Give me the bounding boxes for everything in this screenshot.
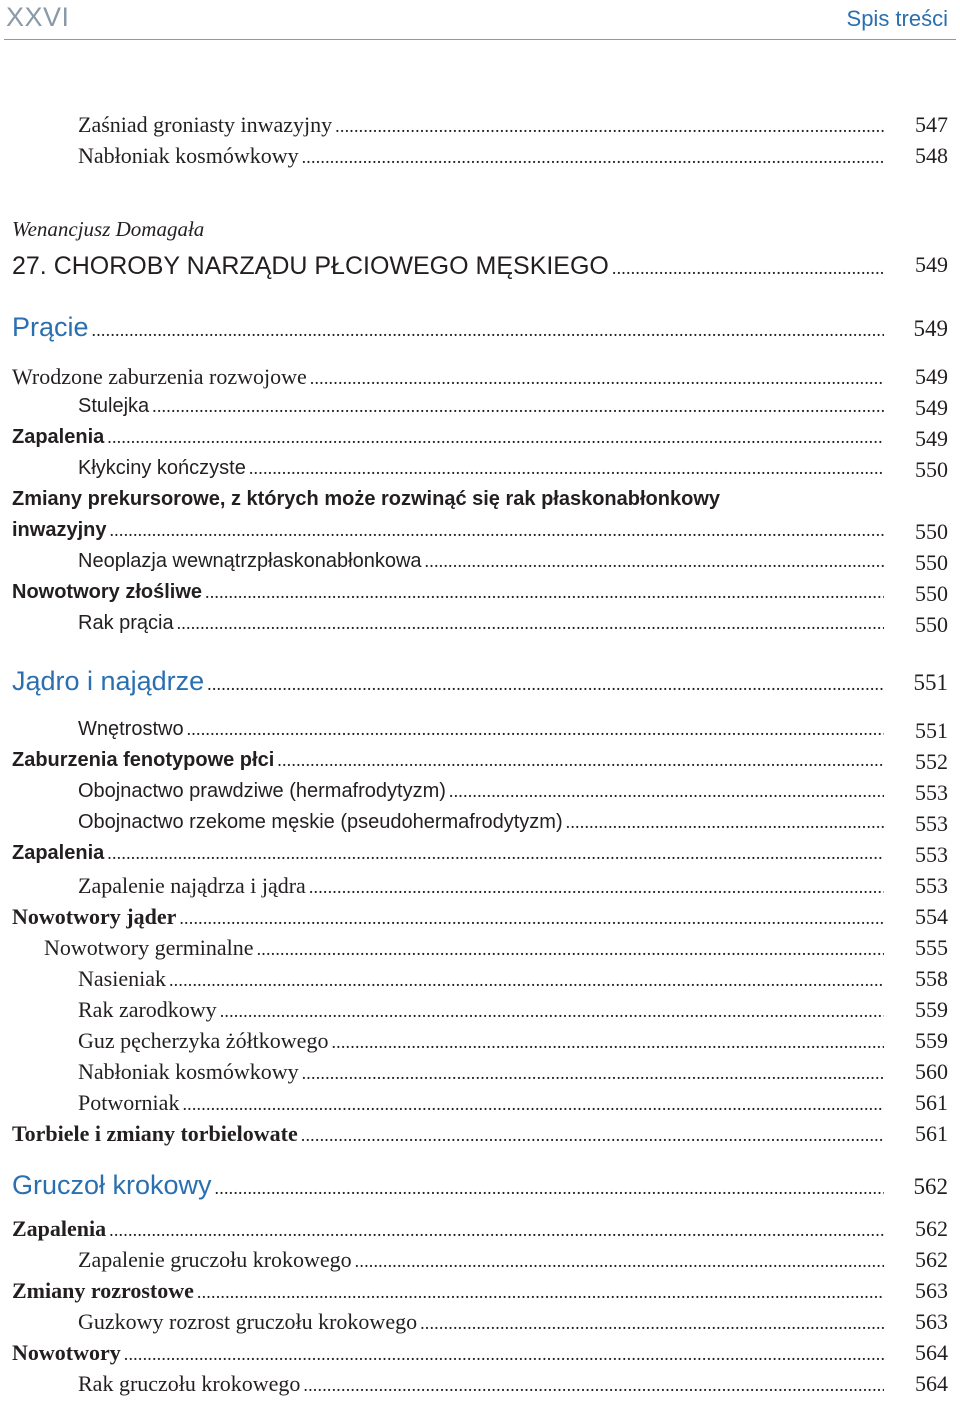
dot-leader — [422, 551, 884, 572]
toc-entry[interactable] — [0, 364, 960, 394]
toc-entry[interactable] — [0, 519, 960, 549]
toc-entry-title: Zmiany rozrostowe — [12, 1278, 194, 1303]
toc-entry-title: Zapalenia — [12, 426, 105, 448]
toc-page-number: 562 — [913, 1174, 948, 1199]
toc-entry[interactable] — [0, 550, 960, 580]
toc-entry[interactable] — [0, 581, 960, 611]
toc-page-number: 562 — [915, 1247, 948, 1272]
running-head: Spis treści — [846, 6, 948, 31]
toc-page-number: 555 — [915, 935, 948, 960]
toc-page-number: 553 — [915, 811, 948, 836]
dot-leader — [300, 1375, 884, 1396]
toc-entry-line — [78, 457, 884, 480]
toc-entry[interactable] — [0, 666, 960, 696]
toc-page-number: 553 — [915, 780, 948, 805]
toc-page-number: 550 — [915, 612, 948, 637]
toc-entry-line — [78, 718, 884, 741]
toc-entry[interactable] — [0, 780, 960, 810]
toc-entry[interactable] — [0, 1340, 960, 1370]
toc-entry-line — [12, 488, 884, 511]
dot-leader — [204, 674, 884, 695]
toc-entry-title: inwazyjny — [12, 519, 107, 541]
toc-entry[interactable] — [0, 1216, 960, 1246]
dot-leader — [299, 1063, 884, 1084]
toc-entry-title: Nowotwory złośliwe — [12, 581, 203, 603]
toc-entry-line — [78, 1371, 884, 1397]
toc-entry-title: Guz pęcherzyka żółtkowego — [78, 1028, 329, 1053]
toc-entry-title: Nabłoniak kosmówkowy — [78, 1059, 299, 1084]
toc-entry-title: Rak gruczołu krokowego — [78, 1371, 301, 1396]
toc-page-number: 548 — [915, 143, 948, 168]
toc-page-number: 550 — [915, 519, 948, 544]
toc-entry[interactable] — [0, 718, 960, 748]
dot-leader — [104, 843, 884, 864]
toc-entry-title: Zapalenia — [12, 842, 105, 864]
dot-leader — [246, 458, 884, 479]
dot-leader — [176, 908, 884, 929]
toc-page-number: 549 — [915, 395, 948, 420]
toc-page-number: 559 — [915, 997, 948, 1022]
toc-entry-line — [78, 550, 884, 573]
toc-page-number: 553 — [915, 873, 948, 898]
toc-page-number: 553 — [915, 842, 948, 867]
toc-entry-title: Wrodzone zaburzenia rozwojowe — [12, 364, 307, 389]
toc-entry[interactable] — [0, 1121, 960, 1151]
dot-leader — [446, 781, 884, 802]
dot-leader — [121, 1344, 884, 1365]
toc-entry-line — [78, 811, 884, 834]
toc-entry-title: Nowotwory germinalne — [44, 935, 254, 960]
toc-page-number: 554 — [915, 904, 948, 929]
dot-leader — [217, 1001, 884, 1022]
toc-entry[interactable] — [0, 143, 960, 173]
toc-entry[interactable] — [0, 426, 960, 456]
toc-entry[interactable] — [0, 1170, 960, 1200]
toc-page-number: 561 — [915, 1090, 948, 1115]
toc-entry-line — [12, 666, 884, 697]
dot-leader — [166, 970, 884, 991]
toc-entry-title: Potworniak — [78, 1090, 180, 1115]
toc-entry-line — [12, 217, 884, 242]
toc-entry-title: Nowotwory jąder — [12, 904, 177, 929]
dot-leader — [254, 939, 884, 960]
dot-leader — [609, 258, 884, 279]
toc-page-number: 564 — [915, 1340, 948, 1365]
toc-entry[interactable] — [0, 842, 960, 872]
toc-entry-line — [12, 581, 884, 604]
section-heading: Gruczoł krokowy — [12, 1170, 212, 1200]
toc-entry-title: Kłykciny kończyste — [78, 457, 246, 479]
toc-entry-title: Guzkowy rozrost gruczołu krokowego — [78, 1309, 418, 1334]
dot-leader — [299, 147, 884, 168]
toc-entry-line — [12, 1340, 884, 1366]
toc-entry-title: Zapalenie gruczołu krokowego — [78, 1247, 352, 1272]
toc-entry-title: Wnętrostwo — [78, 718, 184, 740]
toc-entry-line — [78, 997, 884, 1023]
toc-entry[interactable] — [0, 395, 960, 425]
toc-entry-title: Zapalenie najądrza i jądra — [78, 873, 306, 898]
toc-page-number: 550 — [915, 457, 948, 482]
toc-entry[interactable] — [0, 873, 960, 903]
toc-entry[interactable] — [0, 1059, 960, 1089]
toc-entry-line — [44, 935, 884, 961]
toc-entry-title: Zapalenia — [12, 1216, 107, 1241]
toc-entry-line — [12, 1278, 884, 1304]
toc-entry-line — [12, 1216, 884, 1242]
toc-entry-title: Torbiele i zmiany torbielowate — [12, 1121, 298, 1146]
dot-leader — [202, 582, 884, 603]
toc-entry-line — [12, 426, 884, 449]
dot-leader — [174, 613, 884, 634]
dot-leader — [149, 396, 884, 417]
section-heading: Prącie — [12, 312, 89, 342]
dot-leader — [89, 320, 884, 341]
toc-entry-title: Zaśniad groniasty inwazyjny — [78, 112, 333, 137]
dot-leader — [106, 520, 884, 541]
toc-entry-title: Neoplazja wewnątrzpłaskonabłonkowa — [78, 550, 422, 572]
toc-entry-line — [78, 143, 884, 169]
dot-leader — [332, 116, 884, 137]
toc-page-number: 547 — [915, 112, 948, 137]
dot-leader — [106, 1220, 884, 1241]
toc-entry-line — [12, 1170, 884, 1201]
toc-entry[interactable] — [0, 749, 960, 779]
toc-entry[interactable] — [0, 217, 960, 247]
toc-page-number: 563 — [915, 1278, 948, 1303]
toc-entry-line — [78, 395, 884, 418]
toc-entry-line — [78, 873, 884, 899]
toc-entry-line — [78, 1247, 884, 1273]
author-name: Wenancjusz Domagała — [12, 217, 205, 241]
section-heading: Jądro i najądrze — [12, 666, 205, 696]
toc-entry-line — [78, 1028, 884, 1054]
toc-entry[interactable] — [0, 811, 960, 841]
toc-page-number: 550 — [915, 550, 948, 575]
toc-entry[interactable] — [0, 1309, 960, 1339]
dot-leader — [194, 1282, 884, 1303]
toc-entry-line — [12, 842, 884, 865]
toc-page-number: 550 — [915, 581, 948, 606]
toc-entry-line — [78, 780, 884, 803]
toc-entry-title: Nasieniak — [78, 966, 166, 991]
dot-leader — [306, 877, 884, 898]
toc-entry-title: Nowotwory — [12, 1340, 121, 1365]
toc-page-number: 558 — [915, 966, 948, 991]
toc-entry-title: Stulejka — [78, 395, 150, 417]
toc-page-number: 561 — [915, 1121, 948, 1146]
chapter-title: 27. CHOROBY NARZĄDU PŁCIOWEGO MĘSKIEGO — [12, 252, 609, 280]
dot-leader — [104, 427, 884, 448]
dot-leader — [298, 1125, 884, 1146]
page-number-roman: XXVI — [6, 2, 70, 32]
toc-page-number: 552 — [915, 749, 948, 774]
dot-leader — [307, 368, 884, 389]
toc-page-number: 560 — [915, 1059, 948, 1084]
toc-entry[interactable] — [0, 1090, 960, 1120]
toc-page-number: 559 — [915, 1028, 948, 1053]
toc-page-number: 564 — [915, 1371, 948, 1396]
toc-entry-line — [12, 364, 884, 390]
toc-entry[interactable] — [0, 612, 960, 642]
toc-entry-line — [78, 1309, 884, 1335]
toc-entry-line — [78, 612, 884, 635]
toc-entry-title: Zaburzenia fenotypowe płci — [12, 749, 275, 771]
toc-entry[interactable] — [0, 488, 960, 518]
toc-page-number: 549 — [915, 364, 948, 389]
toc-entry-title: Nabłoniak kosmówkowy — [78, 143, 299, 168]
toc-page-number: 549 — [915, 426, 948, 451]
toc-entry[interactable] — [0, 966, 960, 996]
toc-page-number: 549 — [915, 252, 948, 277]
toc-entry[interactable] — [0, 935, 960, 965]
toc-page-number: 562 — [915, 1216, 948, 1241]
dot-leader — [328, 1032, 884, 1053]
dot-leader — [352, 1251, 884, 1272]
toc-entry[interactable] — [0, 904, 960, 934]
toc-entry-line — [12, 904, 884, 930]
toc-entry-title: Obojnactwo prawdziwe (hermafrodytyzm) — [78, 780, 446, 802]
toc-entry[interactable] — [0, 457, 960, 487]
toc-entry-line — [12, 1121, 884, 1147]
toc-page-number: 551 — [913, 670, 948, 695]
dot-leader — [179, 1094, 884, 1115]
toc-entry-line — [78, 1059, 884, 1085]
dot-leader — [274, 750, 884, 771]
toc-entry[interactable] — [0, 1278, 960, 1308]
toc-page-number: 563 — [915, 1309, 948, 1334]
toc-entry-title: Zmiany prekursorowe, z których może rozwinąć się rak płaskonabłonkowy — [12, 488, 720, 510]
toc-entry[interactable] — [0, 312, 960, 342]
toc-entry-title: Rak zarodkowy — [78, 997, 217, 1022]
toc-entry[interactable] — [0, 997, 960, 1027]
dot-leader — [563, 812, 884, 833]
toc-entry-line — [78, 966, 884, 992]
toc-entry[interactable] — [0, 112, 960, 142]
toc-entry-title: Rak prącia — [78, 612, 174, 634]
dot-leader — [417, 1313, 884, 1334]
toc-entry-line — [78, 1090, 884, 1116]
toc-page-number: 551 — [915, 718, 948, 743]
toc-entry-line — [12, 252, 884, 281]
toc-entry-line — [12, 312, 884, 343]
toc-page-number: 549 — [913, 316, 948, 341]
dot-leader — [212, 1178, 884, 1199]
toc-entry-line — [12, 749, 884, 772]
toc-entry-title: Obojnactwo rzekome męskie (pseudohermafrodytyzm) — [78, 811, 563, 833]
toc-entry-line — [78, 112, 884, 138]
toc-entry[interactable] — [0, 1028, 960, 1058]
dot-leader — [184, 719, 884, 740]
toc-entry[interactable] — [0, 1371, 960, 1401]
toc-entry-line — [12, 519, 884, 542]
toc-entry[interactable] — [0, 1247, 960, 1277]
toc-entry[interactable] — [0, 252, 960, 282]
